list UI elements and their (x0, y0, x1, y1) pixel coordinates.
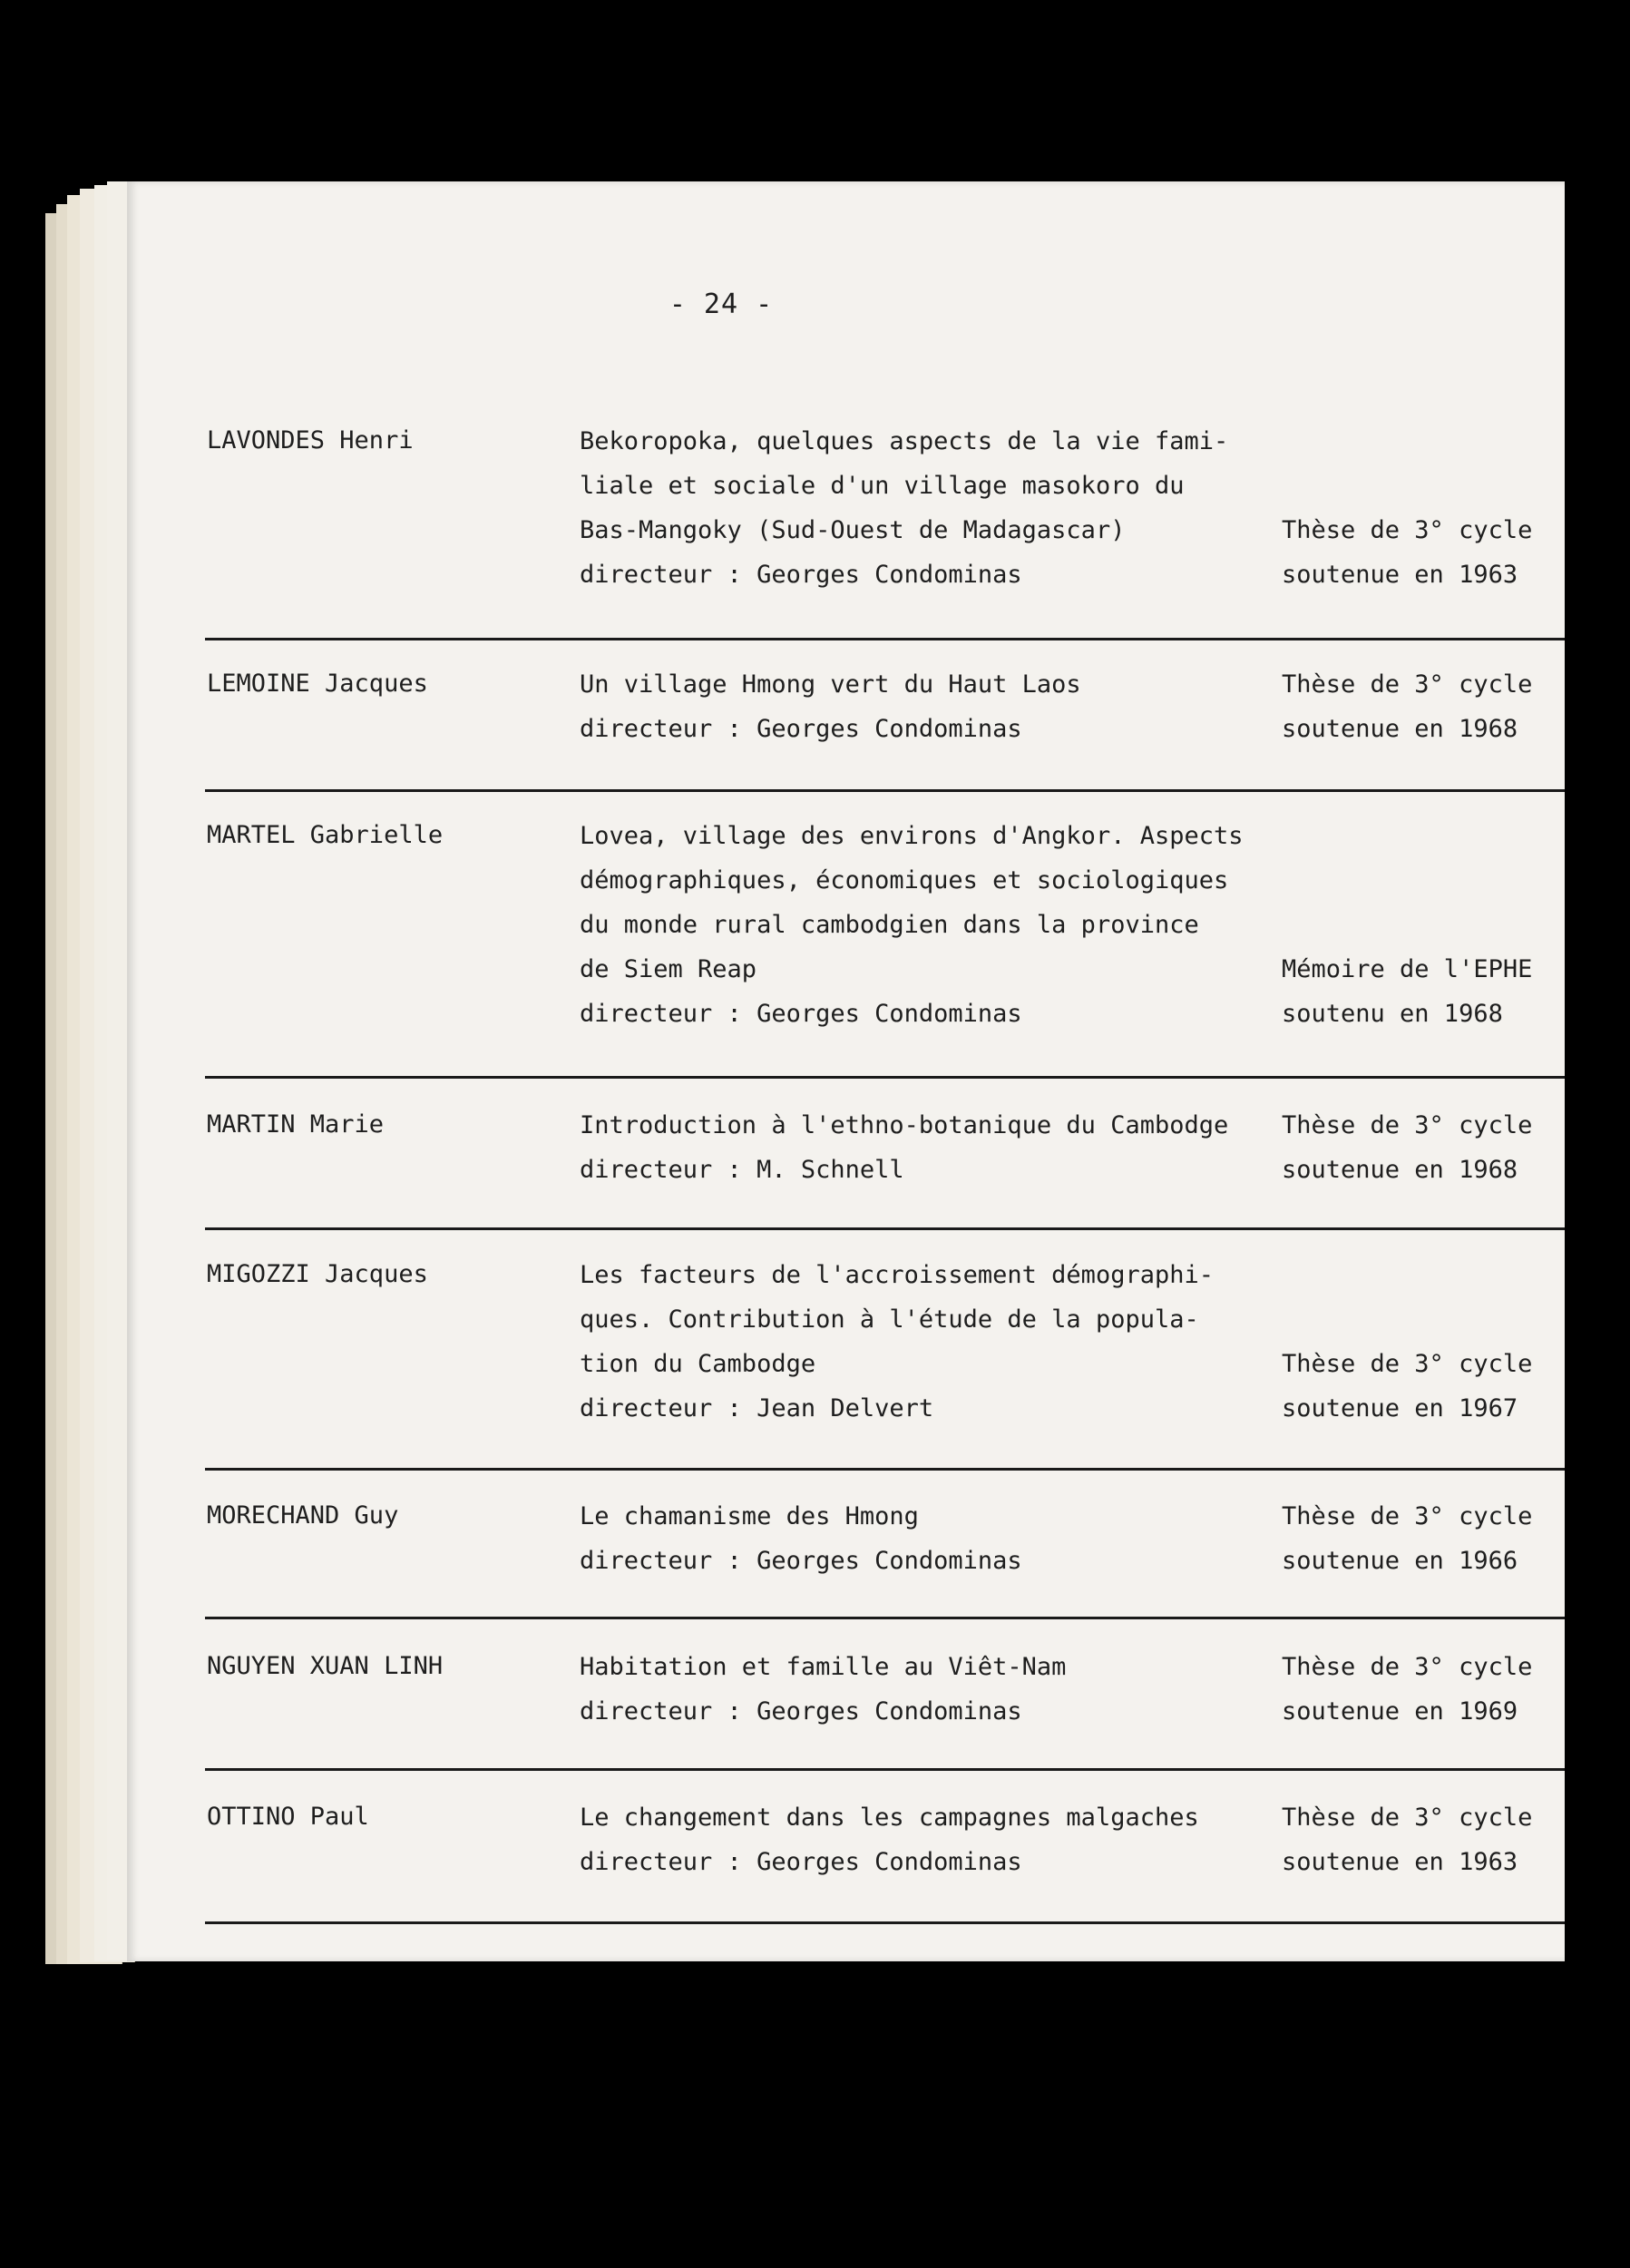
title-line: directeur : Georges Condominas (580, 1697, 1022, 1725)
title-line: ques. Contribution à l'étude de la popula- (580, 1305, 1199, 1334)
status-line: soutenu en 1968 (1282, 1000, 1503, 1028)
title-line: tion du Cambodge (580, 1350, 816, 1378)
thesis-status (1282, 1103, 1532, 1192)
status-line: soutenue en 1969 (1282, 1697, 1518, 1725)
status-line: soutenue en 1963 (1282, 1848, 1518, 1876)
document-page (127, 181, 1565, 1961)
thesis-title (580, 1253, 1214, 1431)
status-line: Thèse de 3° cycle (1282, 1653, 1533, 1681)
title-line: Bas-Mangoky (Sud-Ouest de Madagascar) (580, 516, 1126, 544)
thesis-title (580, 419, 1228, 597)
thesis-title (580, 1494, 1022, 1583)
status-line: soutenue en 1966 (1282, 1547, 1518, 1575)
thesis-status (1282, 1645, 1532, 1734)
author-name: NGUYEN XUAN LINH (207, 1652, 444, 1680)
status-line: Thèse de 3° cycle (1282, 1350, 1533, 1378)
thesis-status (1282, 1494, 1532, 1583)
author-name: OTTINO Paul (207, 1803, 369, 1831)
separator-rule (205, 1076, 1565, 1079)
separator-rule (205, 1468, 1565, 1471)
thesis-title (580, 814, 1244, 1036)
thesis-status (1282, 508, 1532, 597)
title-line: directeur : Georges Condominas (580, 1000, 1022, 1028)
author-name: MARTEL Gabrielle (207, 821, 444, 849)
status-line: Thèse de 3° cycle (1282, 1111, 1533, 1139)
status-line: soutenue en 1963 (1282, 561, 1518, 589)
author-name: LEMOINE Jacques (207, 670, 428, 698)
status-line: Thèse de 3° cycle (1282, 1804, 1533, 1832)
title-line: Bekoropoka, quelques aspects de la vie fami- (580, 427, 1229, 455)
author-name: MIGOZZI Jacques (207, 1260, 428, 1288)
title-line: Un village Hmong vert du Haut Laos (580, 670, 1081, 699)
status-line: soutenue en 1968 (1282, 1156, 1518, 1184)
author-name: MARTIN Marie (207, 1110, 385, 1139)
title-line: de Siem Reap (580, 955, 757, 983)
title-line: directeur : Georges Condominas (580, 1547, 1022, 1575)
separator-rule (205, 789, 1565, 792)
thesis-title (580, 1795, 1199, 1884)
title-line: du monde rural cambodgien dans la province (580, 911, 1199, 939)
title-line: directeur : Georges Condominas (580, 1848, 1022, 1876)
title-line: Le changement dans les campagnes malgaches (580, 1804, 1199, 1832)
title-line: Les facteurs de l'accroissement démographi- (580, 1261, 1214, 1289)
separator-rule (205, 1617, 1565, 1619)
title-line: Le chamanisme des Hmong (580, 1502, 919, 1530)
thesis-title (580, 1103, 1228, 1192)
page-number: - 24 - (669, 288, 774, 320)
title-line: Lovea, village des environs d'Angkor. Aspects (580, 822, 1244, 850)
title-line: liale et sociale d'un village masokoro du (580, 472, 1185, 500)
title-line: directeur : Jean Delvert (580, 1394, 934, 1422)
thesis-status (1282, 1795, 1532, 1884)
status-line: soutenue en 1968 (1282, 715, 1518, 743)
author-name: MORECHAND Guy (207, 1501, 399, 1530)
status-line: Mémoire de l'EPHE (1282, 955, 1533, 983)
thesis-title (580, 662, 1081, 751)
separator-rule (205, 1921, 1565, 1924)
title-line: directeur : M. Schnell (580, 1156, 904, 1184)
author-name: LAVONDES Henri (207, 426, 414, 455)
status-line: Thèse de 3° cycle (1282, 670, 1533, 699)
status-line: soutenue en 1967 (1282, 1394, 1518, 1422)
title-line: directeur : Georges Condominas (580, 715, 1022, 743)
separator-rule (205, 1227, 1565, 1230)
title-line: directeur : Georges Condominas (580, 561, 1022, 589)
thesis-status (1282, 662, 1532, 751)
title-line: Introduction à l'ethno-botanique du Cambodge (580, 1111, 1229, 1139)
status-line: Thèse de 3° cycle (1282, 1502, 1533, 1530)
title-line: Habitation et famille au Viêt-Nam (580, 1653, 1067, 1681)
thesis-status (1282, 1342, 1532, 1431)
status-line: Thèse de 3° cycle (1282, 516, 1533, 544)
separator-rule (205, 1768, 1565, 1771)
separator-rule (205, 638, 1565, 640)
title-line: démographiques, économiques et sociologiques (580, 866, 1229, 894)
thesis-status (1282, 947, 1532, 1036)
thesis-title (580, 1645, 1066, 1734)
